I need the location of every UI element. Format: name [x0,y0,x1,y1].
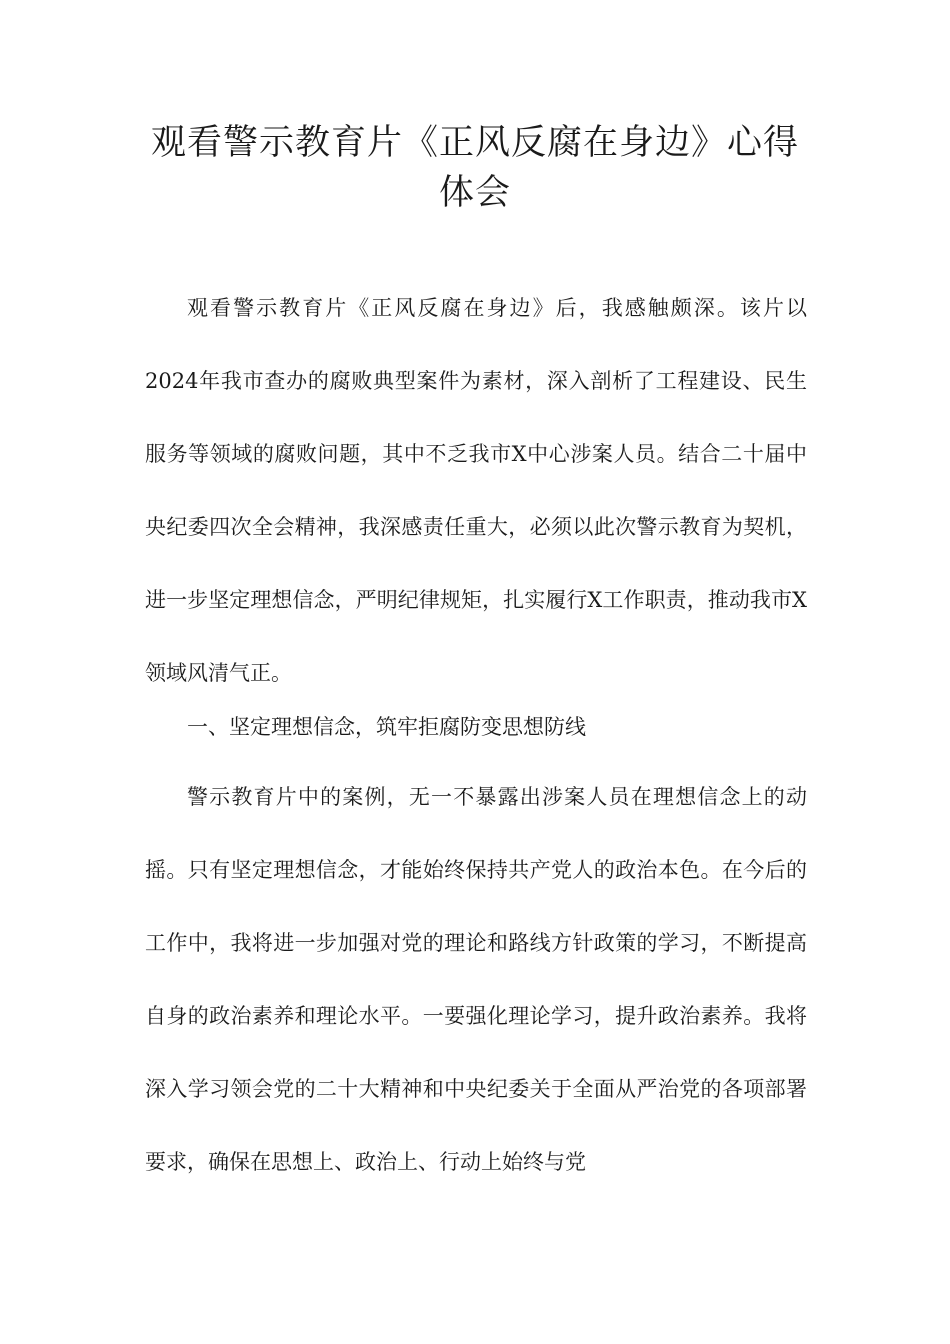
section-1-paragraph: 警示教育片中的案例，无一不暴露出涉案人员在理想信念上的动摇。只有坚定理想信念，才能始终保持共产党人的政治本色。在今后的工作中，我将进一步加强对党的理论和路线方针政策的学习，不断提高自身的政治素养和理论水平。一要强化理论学习，提升政治素养。我将深入学习领会党的二十大精神和中央纪委关于全面从严治党的各项部署要求，确保在思想上、政治上、行动上始终与党 [145,785,807,1174]
intro-paragraph: 观看警示教育片《正风反腐在身边》后，我感触颇深。该片以2024年我市查办的腐败典型案件为素材，深入剖析了工程建设、民生服务等领域的腐败问题，其中不乏我市X中心涉案人员。结合二十届中央纪委四次全会精神，我深感责任重大，必须以此次警示教育为契机，进一步坚定理想信念，严明纪律规矩，扎实履行X工作职责，推动我市X领域风清气正。 [145,296,807,685]
document-title: 观看警示教育片《正风反腐在身边》心得体会 [150,123,799,213]
section-heading-1: 一、坚定理想信念，筑牢拒腐防变思想防线 [187,715,586,739]
